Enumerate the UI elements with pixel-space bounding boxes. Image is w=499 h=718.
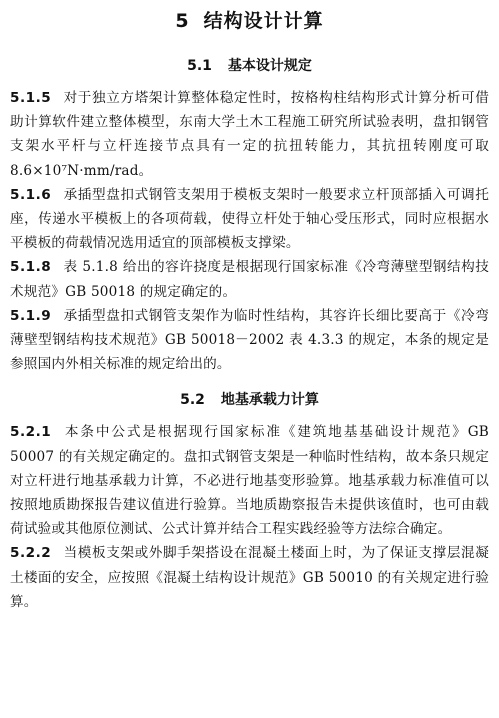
section-number: 5.2: [180, 392, 205, 409]
clause-text: 承插型盘扣式钢管支架用于模板支架时一般要求立杆顶部插入可调托座，传递水平模板上的各项荷载，使得立杆处于轴心受压形式，同时应根据水平模板的荷载情况选用适宜的顶部模板支撑梁。: [10, 186, 489, 252]
section-title-5-1: [10, 56, 489, 76]
clause-number: 5.1.9: [10, 307, 52, 324]
chapter-title-text: 结构设计计算: [203, 10, 324, 32]
clause-5-2-2: [10, 541, 489, 614]
clause-text: 承插型盘扣式钢管支架作为临时性结构，其容许长细比要高于《冷弯薄壁型钢结构技术规范》GB 50018－2002 表 4.3.3 的规定，本条的规定是参照国内外相关标准的规定给出的。: [10, 307, 489, 373]
clause-number: 5.2.2: [10, 545, 52, 562]
section-title-text: 地基承载力计算: [220, 392, 319, 409]
clause-number: 5.2.1: [10, 424, 52, 441]
clause-text: 表 5.1.8 给出的容许挠度是根据现行国家标准《冷弯薄壁型钢结构技术规范》GB 50018 的规定确定的。: [10, 259, 489, 300]
section-number: 5.1: [187, 58, 212, 74]
clause-text: 本条中公式是根据现行国家标准《建筑地基基础设计规范》GB 50007 的有关规定确定的。盘扣式钢管支架是一种临时性结构，故本条只规定对立杆进行地基承载力计算，不必进行地基变形验算。地基承载力标准值可以按照地质勘探报告建议值进行验算。当地质勘察报告未提供该值时，也可由载荷试验或其他原位测试、公式计算并结合工程实践经验等方法综合确定。: [10, 424, 489, 538]
clause-number: 5.1.6: [10, 186, 52, 203]
clause-number: 5.1.5: [10, 90, 52, 106]
clause-5-1-5: [10, 86, 489, 183]
section-title-text: 基本设计规定: [227, 58, 312, 74]
clause-5-1-8: [10, 255, 489, 303]
clause-text: 当模板支架或外脚手架搭设在混凝土楼面上时，为了保证支撑层混凝土楼面的安全，应按照《混凝土结构设计规范》GB 50010 的有关规定进行验算。: [10, 545, 489, 610]
chapter-number: 5: [175, 10, 190, 32]
chapter-title: [10, 8, 489, 34]
clause-5-1-6: [10, 183, 489, 256]
section-title-5-2: [10, 390, 489, 410]
clause-5-1-9: [10, 304, 489, 377]
clause-5-2-1: [10, 420, 489, 541]
clause-text: 对于独立方塔架计算整体稳定性时，按格构柱结构形式计算分析可借助计算软件建立整体模型，东南大学土木工程施工研究所试验表明，盘扣钢管支架水平杆与立杆连接节点具有一定的抗扭转能力，其抗扭转刚度可取 8.6×10⁷N·mm/rad。: [10, 90, 489, 179]
clause-number: 5.1.8: [10, 259, 52, 276]
